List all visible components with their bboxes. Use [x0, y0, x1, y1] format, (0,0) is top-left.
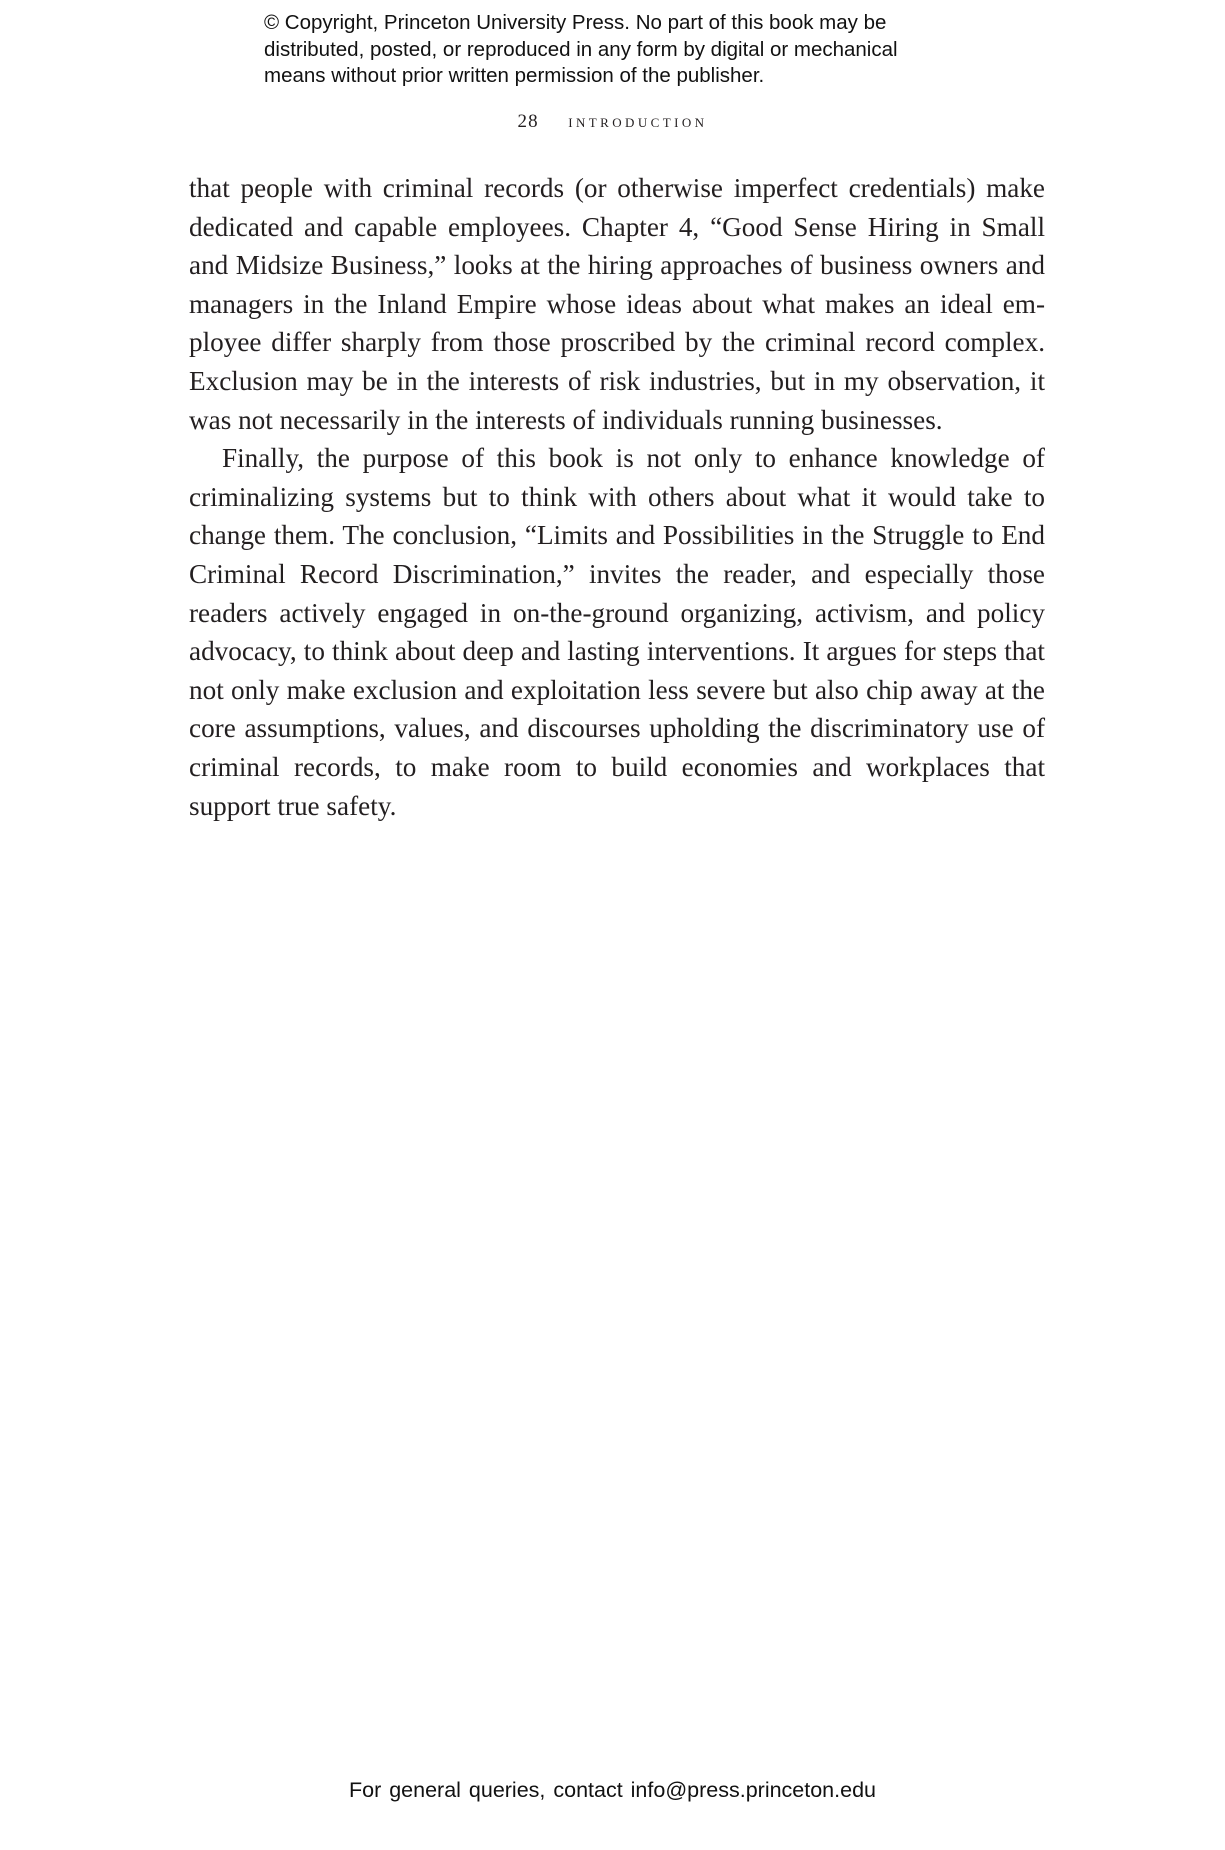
- copyright-notice: © Copyright, Princeton University Press. No part of this book may be distributed, posted, or reproduced in any form by digital or mechanical means without prior written permission of the publisher.: [264, 11, 898, 87]
- body-text: [189, 169, 1045, 825]
- page-number: 28: [517, 111, 539, 132]
- running-head: [0, 111, 1225, 133]
- paragraph: that people with criminal records (or otherwise imperfect credentials) make dedicated and capable employees. Chapter 4, “Good Sense Hiring in Small and Midsize Business,” looks at the hiring approaches of business owners and managers in the Inland Empire whose ideas about what makes an ideal employee differ sharply from those proscribed by the criminal record complex. Exclusion may be in the interests of risk industries, but in my observation, it was not necessarily in the interests of individuals running businesses.: [189, 173, 1045, 435]
- footer-contact: For general queries, contact info@press.princeton.edu: [348, 1778, 876, 1802]
- section-title: introduction: [568, 111, 708, 132]
- paragraph: Finally, the purpose of this book is not only to enhance knowledge of criminalizing systems but to think with others about what it would take to change them. The conclusion, “Limits and Possibilities in the Struggle to End Criminal Record Discrimination,” invites the reader, and especially those readers actively engaged in on-the-ground organizing, activism, and policy advocacy, to think about deep and lasting interventions. It argues for steps that not only make exclusion and exploitation less severe but also chip away at the core assumptions, values, and discourses upholding the discriminatory use of criminal records, to make room to build economies and workplaces that support true safety.: [189, 443, 1045, 821]
